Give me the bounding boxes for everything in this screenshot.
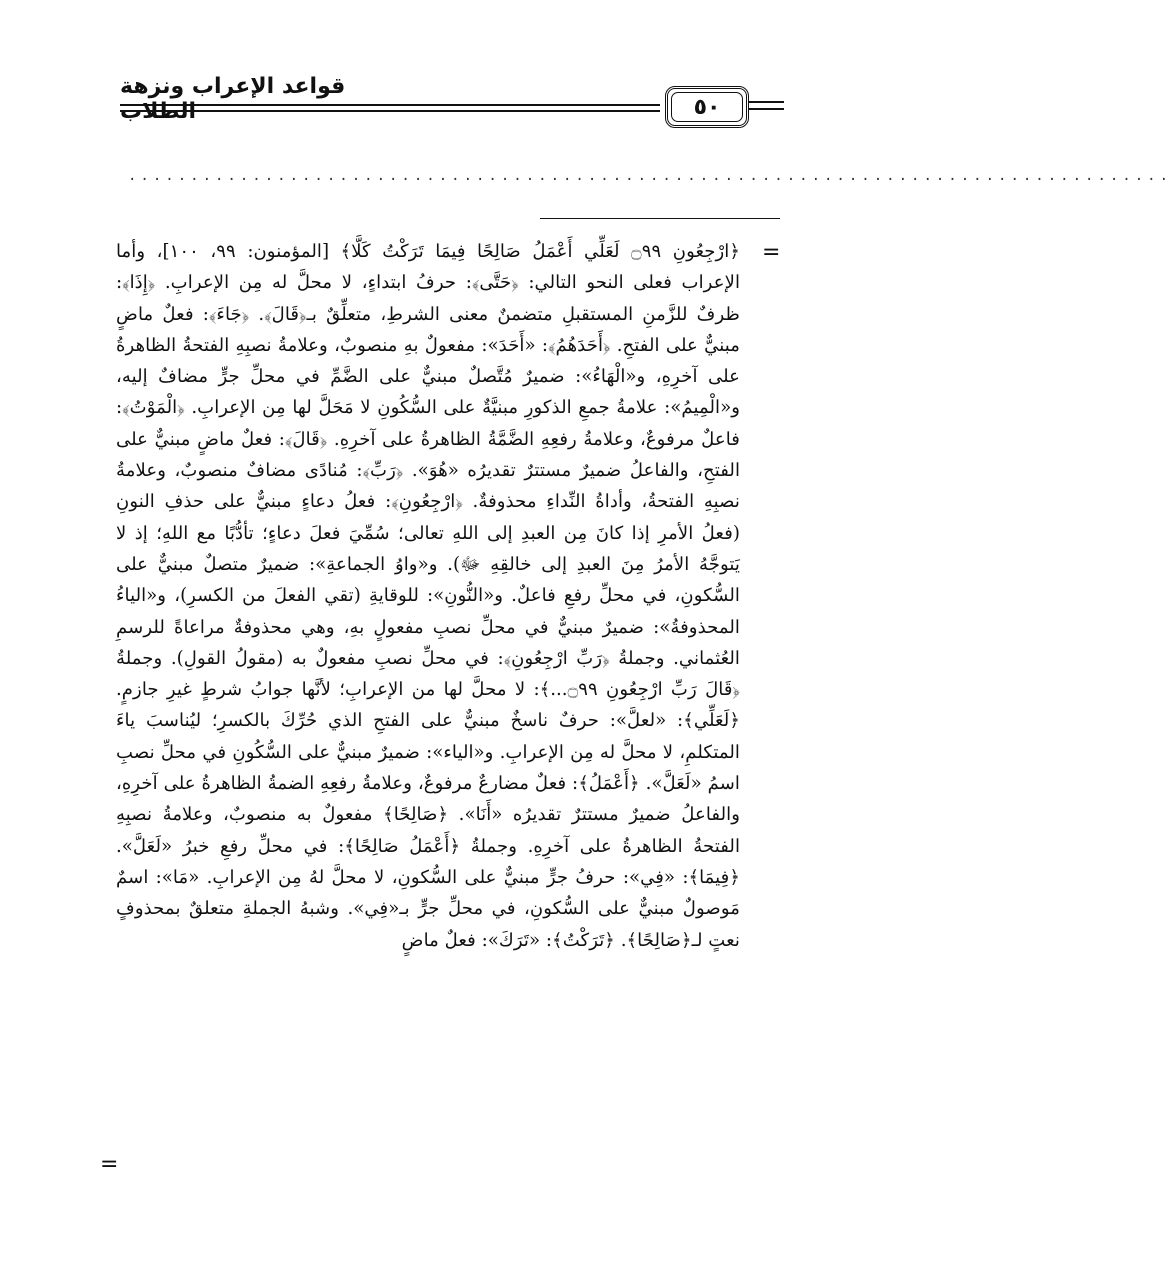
dotted-divider: .................................................................................... (128, 168, 1172, 184)
running-header-title: قواعد الإعراب ونزهة الطلاب (120, 74, 346, 124)
header-rule (120, 104, 660, 106)
continuation-mark-start: = (762, 240, 781, 265)
page-number (665, 86, 749, 128)
side-rule (748, 101, 784, 103)
side-rule-double (748, 108, 784, 110)
continuation-mark-end: = (100, 1152, 119, 1177)
header-rule-double (120, 110, 660, 112)
page-number-label: ٥٠ (693, 94, 721, 120)
footnote-separator (540, 218, 780, 219)
footnote-body: ﴿ارْجِعُونِ ۝٩٩ لَعَلِّي أَعْمَلُ صَالِحًا فِيمَا تَرَكْتُ كَلَّا﴾ [المؤمنون: ٩٩، ١٠٠]، وأما الإعراب فعلى النحو التالي: ﴿حَتَّى﴾: حرفُ ابتداءٍ، لا محلَّ له مِن الإعرابِ. ﴿إِذَا﴾: ظرفٌ للزَّمنِ المستقبلِ متضمنٌ معنى الشرطِ، متعلِّقٌ بـ﴿قَالَ﴾. ﴿جَاءَ﴾: فعلٌ ماضٍ مبنيٌّ على الفتحِ. ﴿أَحَدَهُمُ﴾: «أَحَدَ»: مفعولٌ بهِ منصوبٌ، وعلامةُ نصبِهِ الفتحةُ الظاهرةُ على آخرِهِ، و«الْهَاءُ»: ضميرٌ مُتَّصلٌ مبنيٌّ على الضَّمِّ في محلِّ جرٍّ مضافٌ إليه، و«الْمِيمُ»: علامةُ جمعِ الذكورِ مبنيَّةٌ على السُّكُونِ لا مَحَلَّ لها مِن الإعرابِ. ﴿الْمَوْتُ﴾: فاعلٌ مرفوعٌ، وعلامةُ رفعِهِ الضَّمَّةُ الظاهرةُ على آخرِهِ. ﴿قَالَ﴾: فعلٌ ماضٍ مبنيٌّ على الفتحِ، والفاعلُ ضميرٌ مستترٌ تقديرُه «هُوَ». ﴿رَبِّ﴾: مُنادًى مضافٌ منصوبٌ، وعلامةُ نصبِهِ الفتحةُ، وأداةُ النِّداءِ محذوفةٌ. ﴿ارْجِعُونِ﴾: فعلُ دعاءٍ مبنيٌّ على حذفِ النونِ (فعلُ الأمرِ إذا كانَ مِن العبدِ إلى اللهِ تعالى؛ سُمِّيَ فعلَ دعاءٍ؛ تأدُّبًا مع اللهِ؛ إذ لا يَتوجَّهُ الأمرُ مِنَ العبدِ إلى خالقِهِ ﷻ). و«واوُ الجماعةِ»: ضميرٌ متصلٌ مبنيٌّ على السُّكونِ، في محلِّ رفعِ فاعلٌ. و«النُّونِ»: للوقايةِ (تقي الفعلَ من الكسرِ)، و«الياءُ المحذوفةُ»: ضميرٌ مبنيٌّ في محلِّ نصبِ مفعولٍ بهِ، وهي محذوفةٌ مراعاةً للرسمِ العُثماني. وجملةُ ﴿رَبِّ ارْجِعُونِ﴾: في محلِّ نصبِ مفعولٌ به (مقولُ القولِ). وجملةُ ﴿قَالَ رَبِّ ارْجِعُونِ ۝٩٩...﴾: لا محلَّ لها من الإعرابِ؛ لأنَّها جوابُ شرطٍ غيرِ جازمٍ. ﴿لَعَلِّي﴾: «لعلَّ»: حرفٌ ناسخٌ مبنيٌّ على الفتحِ الذي حُرِّكَ بالكسرِ؛ ليُناسبَ ياءَ المتكلمِ، لا محلَّ له مِن الإعرابِ. و«الياء»: ضميرٌ مبنيٌّ على السُّكُونِ في محلِّ نصبِ اسمُ «لَعَلَّ». ﴿أَعْمَلُ﴾: فعلٌ مضارعٌ مرفوعٌ، وعلامةُ رفعِهِ الضمةُ الظاهرةُ على آخرِهِ، والفاعلُ ضميرٌ مستترٌ تقديرُه «أَنَا». ﴿صَالِحًا﴾ مفعولٌ به منصوبٌ، وعلامةُ نصبِهِ الفتحةُ الظاهرةُ على آخرِهِ. وجملةُ ﴿أَعْمَلُ صَالِحًا﴾: في محلِّ رفعِ خبرُ «لَعَلَّ». ﴿فِيمَا﴾: «فِي»: حرفُ جرٍّ مبنيٌّ على السُّكونِ، لا محلَّ لهُ مِن الإعرابِ. «مَا»: اسمٌ مَوصولٌ مبنيٌّ على السُّكونِ، في محلِّ جرٍّ بـ«فِي». وشبهُ الجملةِ متعلقٌ بمحذوفٍ نعتٍ لـ﴿صَالِحًا﴾. ﴿تَرَكْتُ﴾: «تَرَكَ»: فعلٌ ماضٍ (116, 241, 741, 951)
